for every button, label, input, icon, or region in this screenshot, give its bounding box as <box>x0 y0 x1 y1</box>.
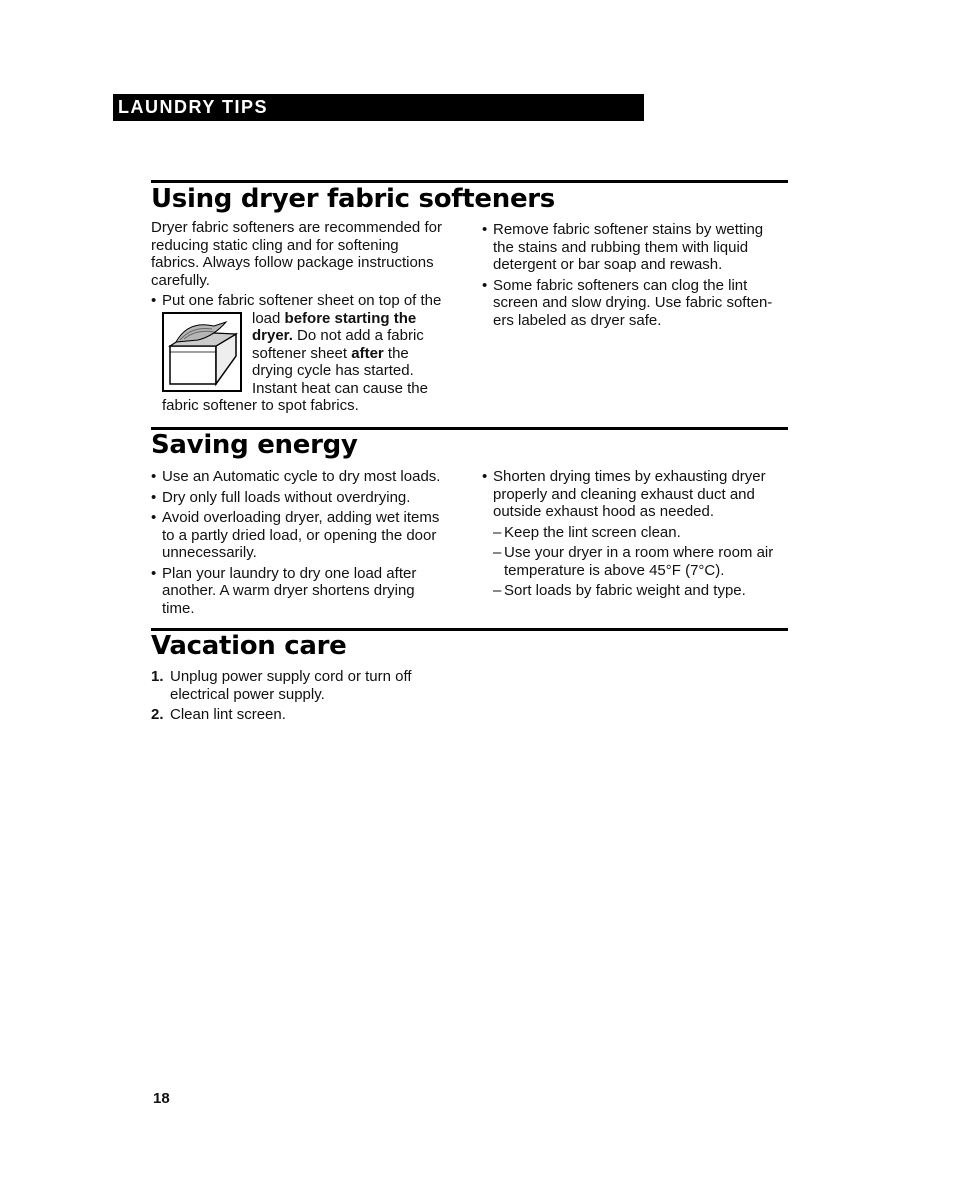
section-header-bar <box>113 94 644 121</box>
vacation-step: 2. Clean lint screen. <box>151 706 286 723</box>
bullet-icon: • <box>482 221 488 238</box>
energy-sub-item: – Sort loads by fabric weight and type. <box>493 582 746 599</box>
softeners-bullet-1: • Put one fabric softener sheet on top of the load before starting the dryer. Do not add a fabric softener sheet after the drying cycle has started. Instant heat can cause the fabric softener to spot fabrics. <box>151 292 442 414</box>
energy-bullet: • Use an Automatic cycle to dry most loads. <box>151 468 441 485</box>
fabric-softener-box-icon <box>162 312 242 392</box>
energy-bullet: • Dry only full loads without overdrying. <box>151 488 411 506</box>
section-rule <box>151 180 788 183</box>
bullet-icon: • <box>482 468 488 485</box>
bullet-icon: • <box>482 276 488 294</box>
energy-title: Saving energy <box>151 430 358 460</box>
energy-bullet: • Plan your laundry to dry one load after another. A warm dryer shortens drying time. <box>151 564 417 617</box>
bullet-icon: • <box>151 292 157 309</box>
softeners-intro: Dryer fabric softeners are recommended for reducing static cling and for softening fabrics. Always follow package instructions carefully. <box>151 219 442 289</box>
bullet-icon: • <box>151 509 157 526</box>
energy-bullet: • Avoid overloading dryer, adding wet items to a partly dried load, or opening the door unnecessarily. <box>151 509 440 561</box>
softeners-right-bullet: • Some fabric softeners can clog the lint screen and slow drying. Use fabric soften-ers labeled as dryer safe. <box>482 276 773 329</box>
page-number: 18 <box>153 1090 170 1107</box>
bullet-icon: • <box>151 564 157 582</box>
softeners-left-column <box>151 219 451 418</box>
softeners-right-bullet: • Remove fabric softener stains by wetting the stains and rubbing them with liquid detergent or bar soap and rewash. <box>482 221 764 273</box>
energy-sub-item: – Use your dryer in a room where room air temperature is above 45°F (7°C). <box>493 544 774 579</box>
vacation-step: 1. Unplug power supply cord or turn off electrical power supply. <box>151 668 412 703</box>
softeners-right-column <box>482 221 782 332</box>
softeners-title: Using dryer fabric softeners <box>151 184 555 214</box>
vacation-title: Vacation care <box>151 631 347 661</box>
bullet-icon: • <box>151 488 157 506</box>
bullet-icon: • <box>151 468 157 485</box>
energy-right-column <box>482 468 782 603</box>
energy-right-bullet: • Shorten drying times by exhausting dryer properly and cleaning exhaust duct and outside exhaust hood as needed. <box>482 468 766 520</box>
energy-sub-item: – Keep the lint screen clean. <box>493 523 681 541</box>
section-header-title: LAUNDRY TIPS <box>118 97 269 117</box>
vacation-steps <box>151 668 451 727</box>
energy-left-column <box>151 468 451 620</box>
